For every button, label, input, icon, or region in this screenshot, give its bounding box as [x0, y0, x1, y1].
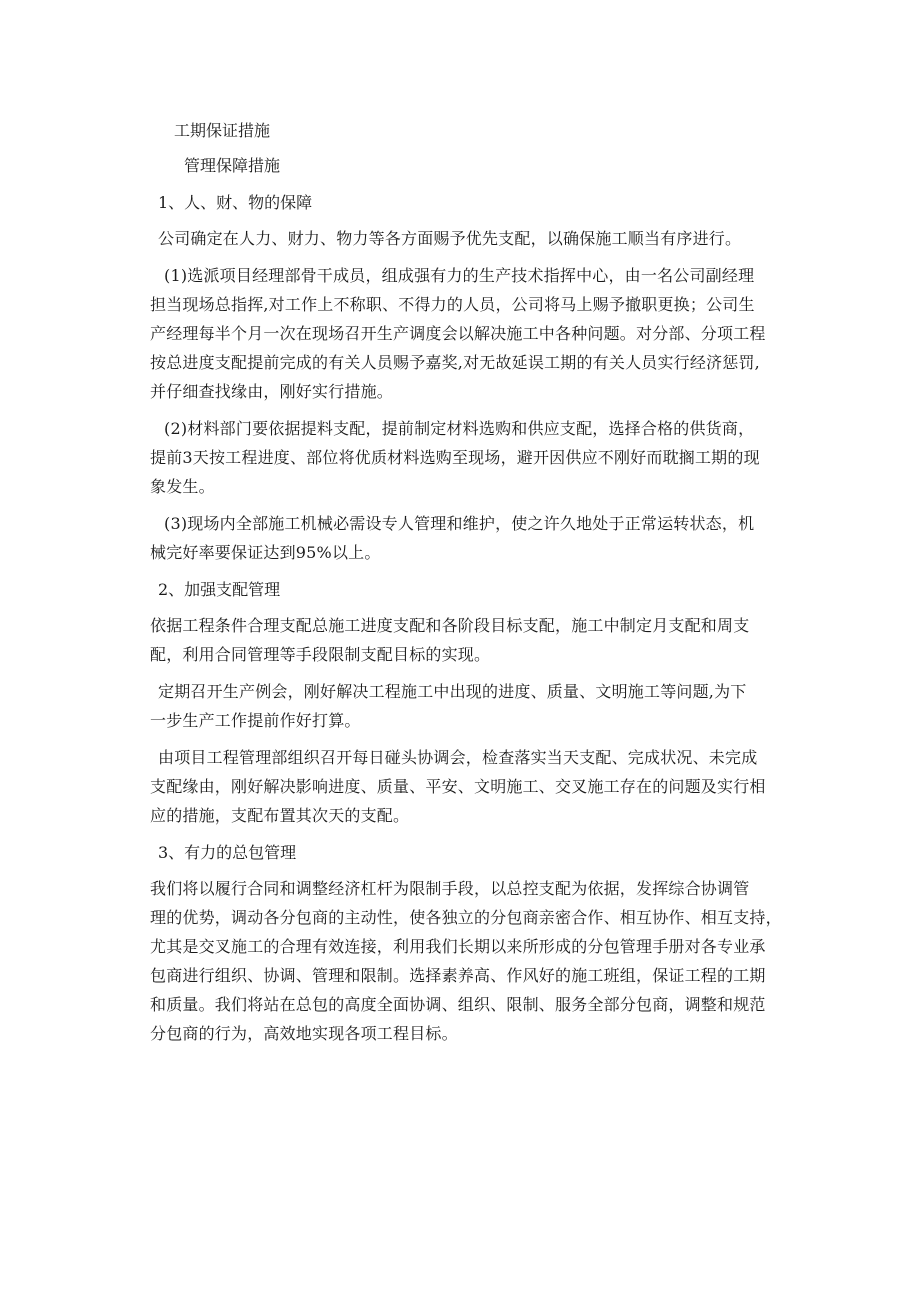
document-subtitle: 管理保障措施: [184, 156, 281, 175]
paragraph-line: (2)材料部门要依据提料支配，提前制定材料选购和供应支配，选择合格的供货商，: [164, 419, 755, 438]
paragraph-line: (3)现场内全部施工机械必需设专人管理和维护，使之许久地处于正常运转状态，机: [164, 514, 755, 533]
paragraph-line: 分包商的行为，高效地实现各项工程目标。: [150, 1024, 458, 1043]
paragraph-line: 械完好率要保证达到95%以上。: [150, 543, 381, 562]
paragraph: [150, 677, 790, 735]
paragraph-line: 产经理每半个月一次在现场召开生产调度会以解决施工中各种问题。对分部、分项工程: [150, 324, 766, 343]
paragraph-line: 并仔细查找缘由，刚好实行措施。: [150, 382, 394, 401]
paragraph-line: 由项目工程管理部组织召开每日碰头协调会，检查落实当天支配、完成状况、未完成: [158, 748, 758, 767]
paragraph: [150, 509, 790, 567]
paragraph-line: 我们将以履行合同和调整经济杠杆为限制手段，以总控支配为依据，发挥综合协调管: [150, 879, 750, 898]
document-body: [150, 116, 790, 1056]
paragraph-line: 公司确定在人力、财力、物力等各方面赐予优先支配，以确保施工顺当有序进行。: [158, 229, 742, 248]
paragraph-line: 包商进行组织、协调、管理和限制。选择素养高、作风好的施工班组，保证工程的工期: [150, 966, 766, 985]
paragraph: [150, 743, 790, 830]
paragraph-line: 尤其是交叉施工的合理有效连接，利用我们长期以来所形成的分包管理手册对各专业承: [150, 937, 766, 956]
paragraph-line: 提前3天按工程进度、部位将优质材料选购至现场，避开因供应不刚好而耽搁工期的现: [150, 448, 760, 467]
paragraph-line: 象发生。: [150, 477, 215, 496]
paragraph: [150, 261, 790, 406]
paragraph-line: 担当现场总指挥,对工作上不称职、不得力的人员，公司将马上赐予撤职更换；公司生: [150, 295, 755, 314]
paragraph-line: 依据工程条件合理支配总施工进度支配和各阶段目标支配，施工中制定月支配和周支: [150, 616, 750, 635]
paragraph: [150, 611, 790, 669]
paragraph-line: (1)选派项目经理部骨干成员，组成强有力的生产技术指挥中心，由一名公司副经理: [164, 266, 755, 285]
paragraph: [150, 414, 790, 501]
paragraph-line: 和质量。我们将站在总包的高度全面协调、组织、限制、服务全部分包商，调整和规范: [150, 995, 766, 1014]
paragraph-line: 一步生产工作提前作好打算。: [150, 711, 361, 730]
document-title: 工期保证措施: [174, 121, 271, 140]
paragraph-line: 定期召开生产例会，刚好解决工程施工中出现的进度、质量、文明施工等问题,为下: [158, 682, 747, 701]
paragraph-line: 理的优势，调动各分包商的主动性，使各独立的分包商亲密合作、相互协作、相互支持，: [150, 908, 782, 927]
section-heading: 3、有力的总包管理: [158, 843, 297, 862]
paragraph-line: 配，利用合同管理等手段限制支配目标的实现。: [150, 645, 491, 664]
paragraph: [150, 224, 790, 253]
section-heading: 1、人、财、物的保障: [158, 193, 313, 212]
paragraph-line: 支配缘由，刚好解决影响进度、质量、平安、文明施工、交叉施工存在的问题及实行相: [150, 777, 766, 796]
paragraph-line: 应的措施，支配布置其次天的支配。: [150, 806, 410, 825]
paragraph: [150, 874, 790, 1048]
paragraph-line: 按总进度支配提前完成的有关人员赐予嘉奖,对无故延误工期的有关人员实行经济惩罚,: [150, 353, 760, 372]
section-heading: 2、加强支配管理: [158, 580, 281, 599]
